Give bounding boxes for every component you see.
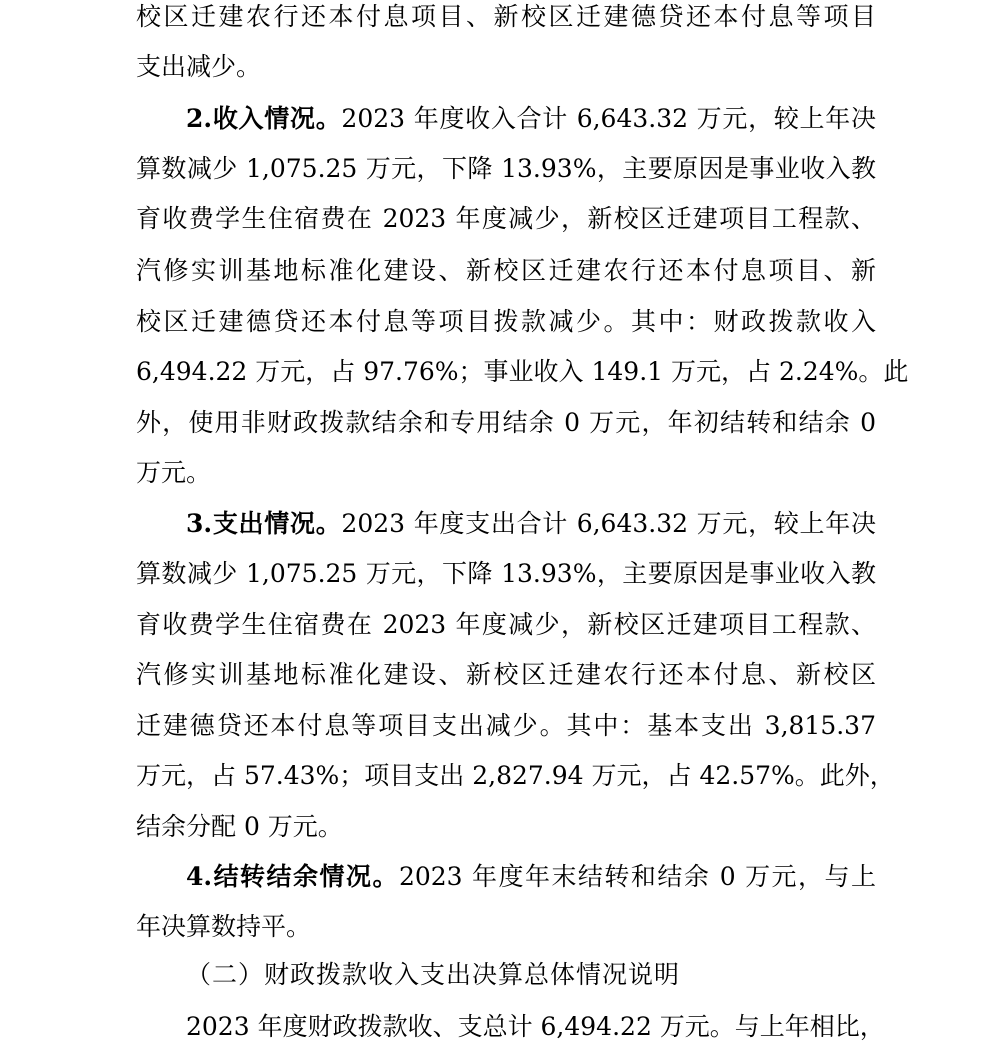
income-heading: 2.收入情况。 bbox=[186, 104, 342, 133]
paragraph-line: 结余分配 0 万元。 bbox=[136, 812, 343, 841]
paragraph-line: 迁建德贷还本付息等项目支出减少。其中：基本支出 3,815.37 bbox=[136, 711, 876, 740]
paragraph-line: 校区迁建德贷还本付息等项目拨款减少。其中：财政拨款收入 bbox=[136, 307, 876, 336]
paragraph-line: 育收费学生住宿费在 2023 年度减少，新校区迁建项目工程款、 bbox=[136, 610, 876, 639]
paragraph-line: 算数减少 1,075.25 万元，下降 13.93%，主要原因是事业收入教 bbox=[136, 559, 876, 588]
paragraph-line: 支出减少。 bbox=[136, 52, 262, 81]
carryover-heading: 4.结转结余情况。 bbox=[186, 862, 399, 891]
carryover-first-line bbox=[186, 862, 876, 892]
paragraph-line: 汽修实训基地标准化建设、新校区迁建农行还本付息、新校区 bbox=[136, 660, 876, 689]
expenditure-first-line bbox=[186, 509, 876, 539]
paragraph-line: 6,494.22 万元，占 97.76%；事业收入 149.1 万元，占 2.24%。此 bbox=[136, 357, 909, 386]
income-first-line bbox=[186, 104, 876, 134]
paragraph-line: 育收费学生住宿费在 2023 年度减少，新校区迁建项目工程款、 bbox=[136, 204, 876, 233]
paragraph-line: 汽修实训基地标准化建设、新校区迁建农行还本付息项目、新 bbox=[136, 256, 876, 285]
paragraph-line: 算数减少 1,075.25 万元，下降 13.93%，主要原因是事业收入教 bbox=[136, 154, 876, 183]
carryover-text: 2023 年度年末结转和结余 0 万元，与上 bbox=[398, 862, 877, 891]
section-heading: （二）财政拨款收入支出决算总体情况说明 bbox=[186, 960, 681, 989]
paragraph-line: 年决算数持平。 bbox=[136, 912, 312, 941]
expenditure-heading: 3.支出情况。 bbox=[186, 509, 342, 538]
paragraph-line: 万元，占 57.43%；项目支出 2,827.94 万元，占 42.57%。此外， bbox=[136, 761, 895, 790]
income-text: 2023 年度收入合计 6,643.32 万元，较上年决 bbox=[341, 104, 876, 133]
paragraph-line: 校区迁建农行还本付息项目、新校区迁建德贷还本付息等项目 bbox=[136, 2, 876, 31]
paragraph-line: 万元。 bbox=[136, 458, 212, 487]
paragraph-line: 2023 年度财政拨款收、支总计 6,494.22 万元。与上年相比， bbox=[186, 1012, 885, 1041]
expenditure-text: 2023 年度支出合计 6,643.32 万元，较上年决 bbox=[341, 509, 876, 538]
paragraph-line: 外，使用非财政拨款结余和专用结余 0 万元，年初结转和结余 0 bbox=[136, 408, 876, 437]
